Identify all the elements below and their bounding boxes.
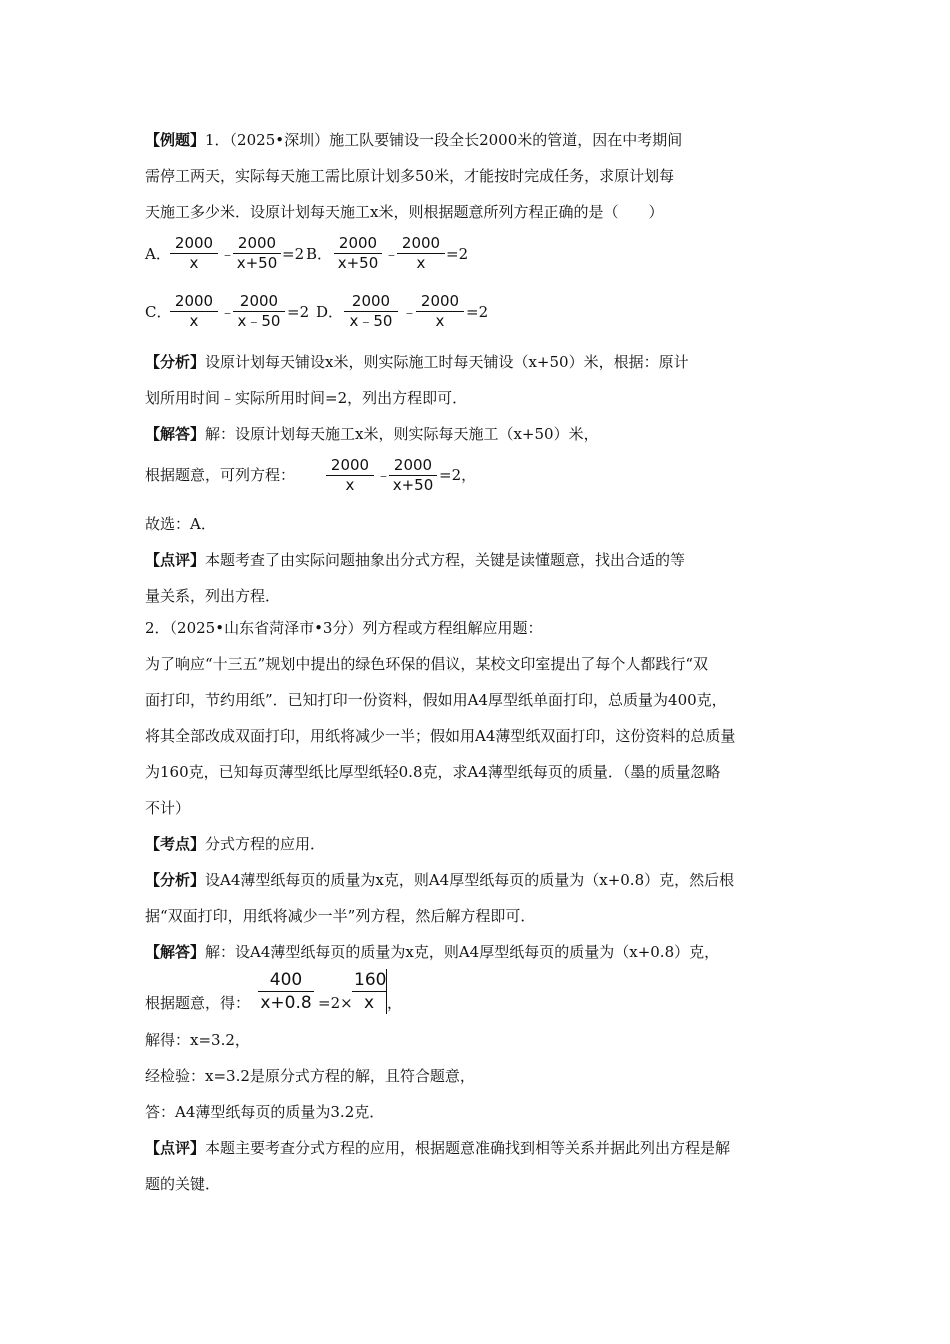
minus-sign: ﹣ (384, 245, 400, 263)
fraction (233, 234, 281, 273)
fraction (397, 234, 445, 273)
fraction (389, 456, 437, 495)
ex1-line1 (145, 130, 682, 150)
fraction (233, 292, 285, 331)
denominator: x﹣50 (237, 312, 281, 330)
ex2-answer-line5: 答：A4薄型纸每页的质量为3.2克． (145, 1103, 385, 1121)
kaodian-text: 分式方程的应用． (205, 835, 326, 853)
denominator: x+50 (236, 254, 278, 272)
fraction (344, 292, 398, 331)
numerator: 2000 (233, 292, 285, 312)
ex2-answer-line3: 解得：x=3.2， (145, 1031, 250, 1049)
comment-tag: 【点评】 (145, 1139, 206, 1157)
option-a-label: A． (145, 245, 171, 263)
fraction (258, 969, 314, 1014)
denominator: x+50 (337, 254, 379, 272)
ex2-heading: 2．（2025•山东省菏泽市•3分）列方程或方程组解应用题： (145, 619, 543, 637)
denominator: x (189, 254, 199, 272)
ex2-answer-line4: 经检验：x=3.2是原分式方程的解，且符合题意， (145, 1067, 475, 1085)
comment-tag: 【点评】 (145, 551, 206, 569)
numerator: 2000 (170, 292, 218, 312)
answer-text: 解：设原计划每天施工x米，则实际每天施工（x+50）米， (205, 425, 599, 443)
minus-sign: ﹣ (220, 303, 236, 321)
ex2-kaodian (145, 834, 325, 854)
comment-text: 本题主要考查分式方程的应用，根据题意准确找到相等关系并据此列出方程是解 (205, 1139, 731, 1157)
ex1-line1-text: 1．（2025•深圳）施工队要铺设一段全长2000米的管道，因在中考期间 (205, 131, 683, 149)
numerator: 2000 (416, 292, 464, 312)
equals-two-times: =2× (318, 994, 353, 1012)
answer-tag: 【解答】 (145, 425, 206, 443)
ex1-answer-line1 (145, 424, 599, 444)
denominator: x (345, 476, 355, 494)
analysis-text: 设原计划每天铺设x米，则实际施工时每天铺设（x+50）米，根据：原计 (205, 353, 689, 371)
equals-two: =2， (439, 466, 477, 484)
comment-text: 本题考查了由实际问题抽象出分式方程，关键是读懂题意，找出合适的等 (205, 551, 686, 569)
fraction (352, 969, 387, 1014)
ex1-analysis-line2: 划所用时间﹣实际所用时间=2，列出方程即可． (145, 389, 468, 407)
minus-sign: ﹣ (376, 466, 392, 484)
ex2-answer-line1 (145, 942, 719, 962)
denominator: x+0.8 (260, 993, 312, 1013)
ex1-analysis-line1 (145, 352, 689, 372)
answer-text: 解：设A4薄型纸每页的质量为x克，则A4厚型纸每页的质量为（x+0.8）克， (205, 943, 720, 961)
ex2-para-line5: 不计） (145, 799, 191, 817)
ex1-line2: 需停工两天，实际每天施工需比原计划多50米，才能按时完成任务，求原计划每 (145, 167, 675, 185)
numerator: 2000 (344, 292, 398, 312)
equals-two: =2 (287, 303, 310, 321)
fraction (170, 292, 218, 331)
ex1-answer-line2: 根据题意，可列方程： (145, 466, 296, 484)
minus-sign: ﹣ (220, 245, 236, 263)
ex2-para-line3: 将其全部改成双面打印，用纸将减少一半；假如用A4薄型纸双面打印，这份资料的总质量 (145, 727, 736, 745)
fraction (416, 292, 464, 331)
ex2-comment-line2: 题的关键． (145, 1175, 221, 1193)
comma: ， (387, 994, 403, 1012)
minus-sign: ﹣ (402, 303, 418, 321)
equals-two: =2 (282, 245, 305, 263)
denominator: x﹣50 (349, 312, 393, 330)
kaodian-tag: 【考点】 (145, 835, 206, 853)
fraction (170, 234, 218, 273)
numerator: 160 (354, 970, 387, 990)
denominator: x (189, 312, 199, 330)
ex2-answer-line2: 根据题意，得： (145, 994, 251, 1012)
option-c-label: C． (145, 303, 172, 321)
analysis-tag: 【分析】 (145, 353, 206, 371)
fraction (326, 456, 374, 495)
equals-two: =2 (466, 303, 489, 321)
ex1-comment-line2: 量关系，列出方程． (145, 587, 281, 605)
fraction (334, 234, 382, 273)
denominator: x (416, 254, 426, 272)
ex1-comment-line1 (145, 550, 685, 570)
numerator: 2000 (397, 234, 445, 254)
ex2-para-line1: 为了响应“十三五”规划中提出的绿色环保的倡议，某校文印室提出了每个人都践行“双 (145, 655, 709, 673)
numerator: 400 (258, 969, 314, 992)
numerator: 2000 (389, 456, 437, 476)
ex2-comment-line1 (145, 1138, 730, 1158)
numerator: 2000 (233, 234, 281, 254)
analysis-text: 设A4薄型纸每页的质量为x克，则A4厚型纸每页的质量为（x+0.8）克，然后根 (205, 871, 735, 889)
ex2-analysis-line1 (145, 870, 734, 890)
numerator: 2000 (326, 456, 374, 476)
option-d-label: D． (316, 303, 344, 321)
ex2-para-line4: 为160克，已知每页薄型纸比厚型纸轻0.8克，求A4薄型纸每页的质量．（墨的质量忽略 (145, 763, 721, 781)
denominator: x+50 (392, 476, 434, 494)
denominator: x (363, 993, 375, 1013)
option-b-label: B． (306, 245, 333, 263)
example-tag: 【例题】 (145, 131, 206, 149)
numerator: 2000 (334, 234, 382, 254)
ex1-answer-line3: 故选：A． (145, 515, 216, 533)
analysis-tag: 【分析】 (145, 871, 206, 889)
numerator: 2000 (170, 234, 218, 254)
ex2-analysis-line2: 据“双面打印，用纸将减少一半”列方程，然后解方程即可． (145, 907, 536, 925)
answer-tag: 【解答】 (145, 943, 206, 961)
ex2-para-line2: 面打印，节约用纸”．已知打印一份资料，假如用A4厚型纸单面打印，总质量为400克， (145, 691, 727, 709)
ex1-line3: 天施工多少米．设原计划每天施工x米，则根据题意所列方程正确的是（ ） (145, 203, 664, 221)
denominator: x (435, 312, 445, 330)
equals-two: =2 (446, 245, 469, 263)
